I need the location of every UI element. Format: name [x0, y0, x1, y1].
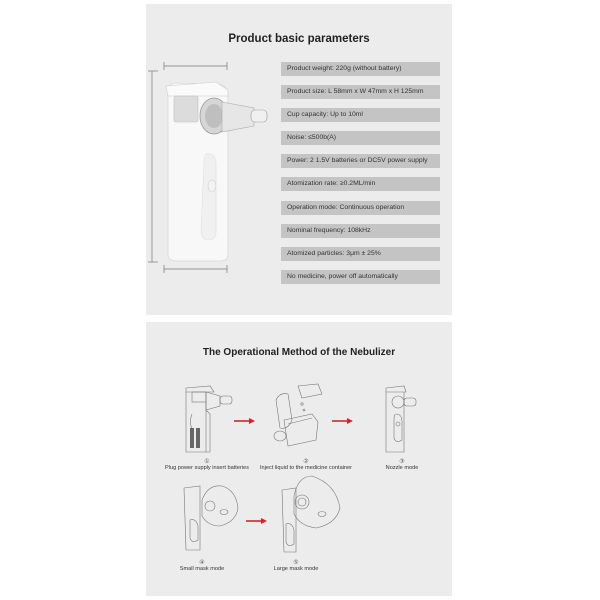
step-caption: Nozzle mode: [385, 465, 419, 471]
panel-title: The Operational Method of the Nebulizer: [202, 347, 396, 358]
step-5: [256, 559, 336, 572]
panel-title: Product basic parameters: [228, 33, 370, 45]
step-number: ②: [303, 459, 309, 465]
operation-method-panel: [146, 322, 452, 596]
step-caption: Inject liquid to the medicine container: [259, 465, 353, 471]
param-weight: Product weight: 220g (without battery): [281, 62, 440, 76]
step-number: ③: [399, 459, 405, 465]
nozzle-mode-illustration: [382, 384, 422, 456]
param-noise: Noise: ≤500b(A): [281, 131, 440, 145]
arrow-right-icon: [246, 518, 268, 524]
param-size: Product size: L 58mm x W 47mm x H 125mm: [281, 85, 440, 99]
parameter-list: [281, 62, 440, 293]
step-4: [162, 559, 242, 572]
param-auto-off: No medicine, power off automatically: [281, 270, 440, 284]
step-caption: Large mask mode: [273, 566, 319, 572]
nebulizer-device-icon: [146, 4, 281, 315]
step-caption: Small mask mode: [179, 566, 225, 572]
arrow-right-icon: [332, 418, 354, 424]
param-atomization-rate: Atomization rate: ≥0.2ML/min: [281, 177, 440, 191]
param-cup-capacity: Cup capacity: Up to 10ml: [281, 108, 440, 122]
step-3: [362, 458, 442, 471]
param-particles: Atomized particles: 3μm ± 25%: [281, 247, 440, 261]
step-number: ⑤: [293, 560, 299, 566]
small-mask-illustration: [180, 480, 242, 552]
step-2: [250, 458, 362, 471]
arrow-right-icon: [234, 418, 256, 424]
step-number: ④: [199, 560, 205, 566]
param-frequency: Nominal frequency: 108kHz: [281, 224, 440, 238]
param-power: Power: 2 1.5V batteries or DC5V power supply: [281, 154, 440, 168]
step-number: ①: [204, 459, 210, 465]
large-mask-illustration: [276, 474, 344, 554]
param-operation-mode: Operation mode: Continuous operation: [281, 201, 440, 215]
step-1: [152, 458, 262, 471]
step-caption: Plug power supply insert batteries: [165, 465, 249, 471]
battery-insert-illustration: [180, 384, 240, 456]
nebulizer-product-image: [146, 4, 281, 315]
inject-liquid-illustration: [268, 380, 328, 456]
product-parameters-panel: [146, 4, 452, 315]
